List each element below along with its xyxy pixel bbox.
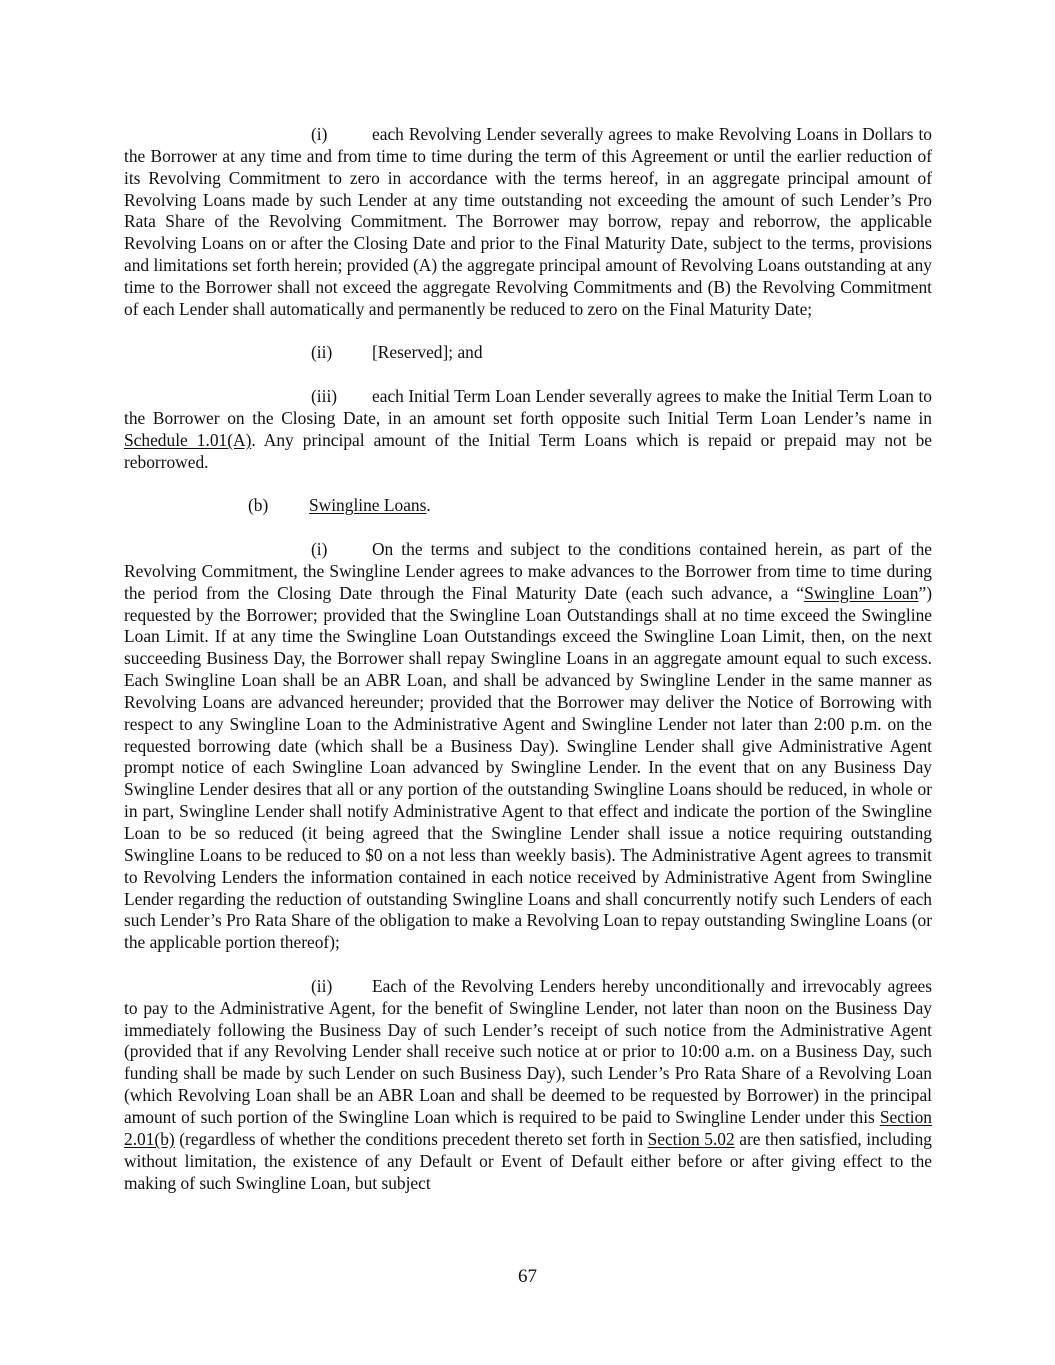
section-heading: Swingline Loans: [309, 495, 427, 516]
paragraph-b-heading: [124, 495, 932, 517]
paragraph-text: Each of the Revolving Lenders hereby unconditionally and irrevocably agrees to pay to the Administrative Agent, for the benefit of Swingline Lender, not later than noon on the Business Day immediately following the Business Day of such Lender’s receipt of such notice from the Administrative Agent (provided that if any Revolving Lender shall receive such notice at or prior to 10:00 a.m. on a Business Day, such funding shall be made by such Lender on such Business Day), such Lender’s Pro Rata Share of a Revolving Loan (which Revolving Loan shall be an ABR Loan and shall be deemed to be requested by Borrower) in the principal amount of such portion of the Swingline Loan which is required to be paid to Swingline Lender under this: [124, 975, 932, 1127]
paragraph-text: (regardless of whether the conditions precedent thereto set forth in: [174, 1128, 648, 1149]
paragraph-text: each Initial Term Loan Lender severally agrees to make the Initial Term Loan to the Borrower on the Closing Date, in an amount set forth opposite such Initial Term Loan Lender’s name in: [124, 386, 932, 428]
paragraph-label: (i): [311, 539, 328, 560]
paragraph-label: (ii): [311, 975, 333, 996]
paragraph-label: (i): [311, 124, 328, 144]
paragraph-b-ii: [124, 976, 932, 1194]
paragraph-text: ”) requested by the Borrower; provided that the Swingline Loan Outstandings shall at no time exceed the Swingline Loan Limit. If at any time the Swingline Loan Outstandings exceed the Swingline Loan Limit, then, on the next succeeding Business Day, the Borrower shall repay Swingline Loans in an aggregate amount equal to such excess. Each Swingline Loan shall be an ABR Loan, and shall be advanced by Swingline Lender in the same manner as Revolving Loans are advanced hereunder; provided that the Borrower may deliver the Notice of Borrowing with respect to any Swingline Loan to the Administrative Agent and Swingline Lender not later than 2:00 p.m. on the requested borrowing date (which shall be a Business Day). Swingline Lender shall give Administrative Agent prompt notice of each Swingline Loan advanced by Swingline Lender. In the event that on any Business Day Swingline Lender desires that all or any portion of the outstanding Swingline Loans should be reduced, in whole or in part, Swingline Lender shall notify Administrative Agent to that effect and indicate the portion of the Swingline Loan to be so reduced (it being agreed that the Swingline Lender shall issue a notice requiring outstanding Swingline Loans to be reduced to $0 on a not less than weekly basis). The Administrative Agent agrees to transmit to Revolving Lenders the information contained in each notice received by Administrative Agent from Swingline Lender regarding the reduction of outstanding Swingline Loans and shall concurrently notify such Lenders of each such Lender’s Pro Rata Share of the obligation to make a Revolving Loan to repay outstanding Swingline Loans (or the applicable portion thereof);: [124, 582, 932, 953]
defined-term: Swingline Loan: [804, 582, 919, 603]
section-reference: Section 5.02: [647, 1128, 735, 1149]
heading-suffix: .: [426, 495, 431, 516]
paragraph-label: (b): [248, 495, 269, 516]
paragraph-a-i: [124, 124, 932, 321]
section-reference: Section 2.01(b): [124, 1106, 932, 1149]
paragraph-a-iii: [124, 386, 932, 473]
paragraph-text: . Any principal amount of the Initial Term Loans which is repaid or prepaid may not be reborrowed.: [124, 429, 933, 472]
paragraph-label: (iii): [311, 386, 338, 407]
paragraph-a-ii: [124, 342, 932, 364]
paragraph-text: [Reserved]; and: [372, 342, 483, 363]
schedule-reference: Schedule 1.01(A): [124, 429, 252, 450]
paragraph-text: each Revolving Lender severally agrees to make Revolving Loans in Dollars to the Borrower at any time and from time to time during the term of this Agreement or until the earlier reduction of its Revolving Commitment to zero in accordance with the terms hereof, in an aggregate principal amount of Revolving Loans made by such Lender at any time outstanding not exceeding the amount of such Lender’s Pro Rata Share of the Revolving Commitment. The Borrower may borrow, repay and reborrow, the applicable Revolving Loans on or after the Closing Date and prior to the Final Maturity Date, subject to the terms, provisions and limitations set forth herein; provided (A) the aggregate principal amount of Revolving Loans outstanding at any time to the Borrower shall not exceed the aggregate Revolving Commitments and (B) the Revolving Commitment of each Lender shall automatically and permanently be reduced to zero on the Final Maturity Date;: [124, 124, 932, 319]
paragraph-b-i: [124, 539, 932, 954]
document-page: [124, 124, 932, 1194]
paragraph-text: On the terms and subject to the conditions contained herein, as part of the Revolving Commitment, the Swingline Lender agrees to make advances to the Borrower from time to time during the period from the Closing Date through the Final Maturity Date (each such advance, a “: [124, 539, 932, 603]
page-number: 67: [518, 1266, 537, 1287]
paragraph-label: (ii): [311, 342, 333, 363]
paragraph-text: are then satisfied, including without limitation, the existence of any Default or Event of Default either before or after giving effect to the making of such Swingline Loan, but subject: [124, 1128, 932, 1193]
